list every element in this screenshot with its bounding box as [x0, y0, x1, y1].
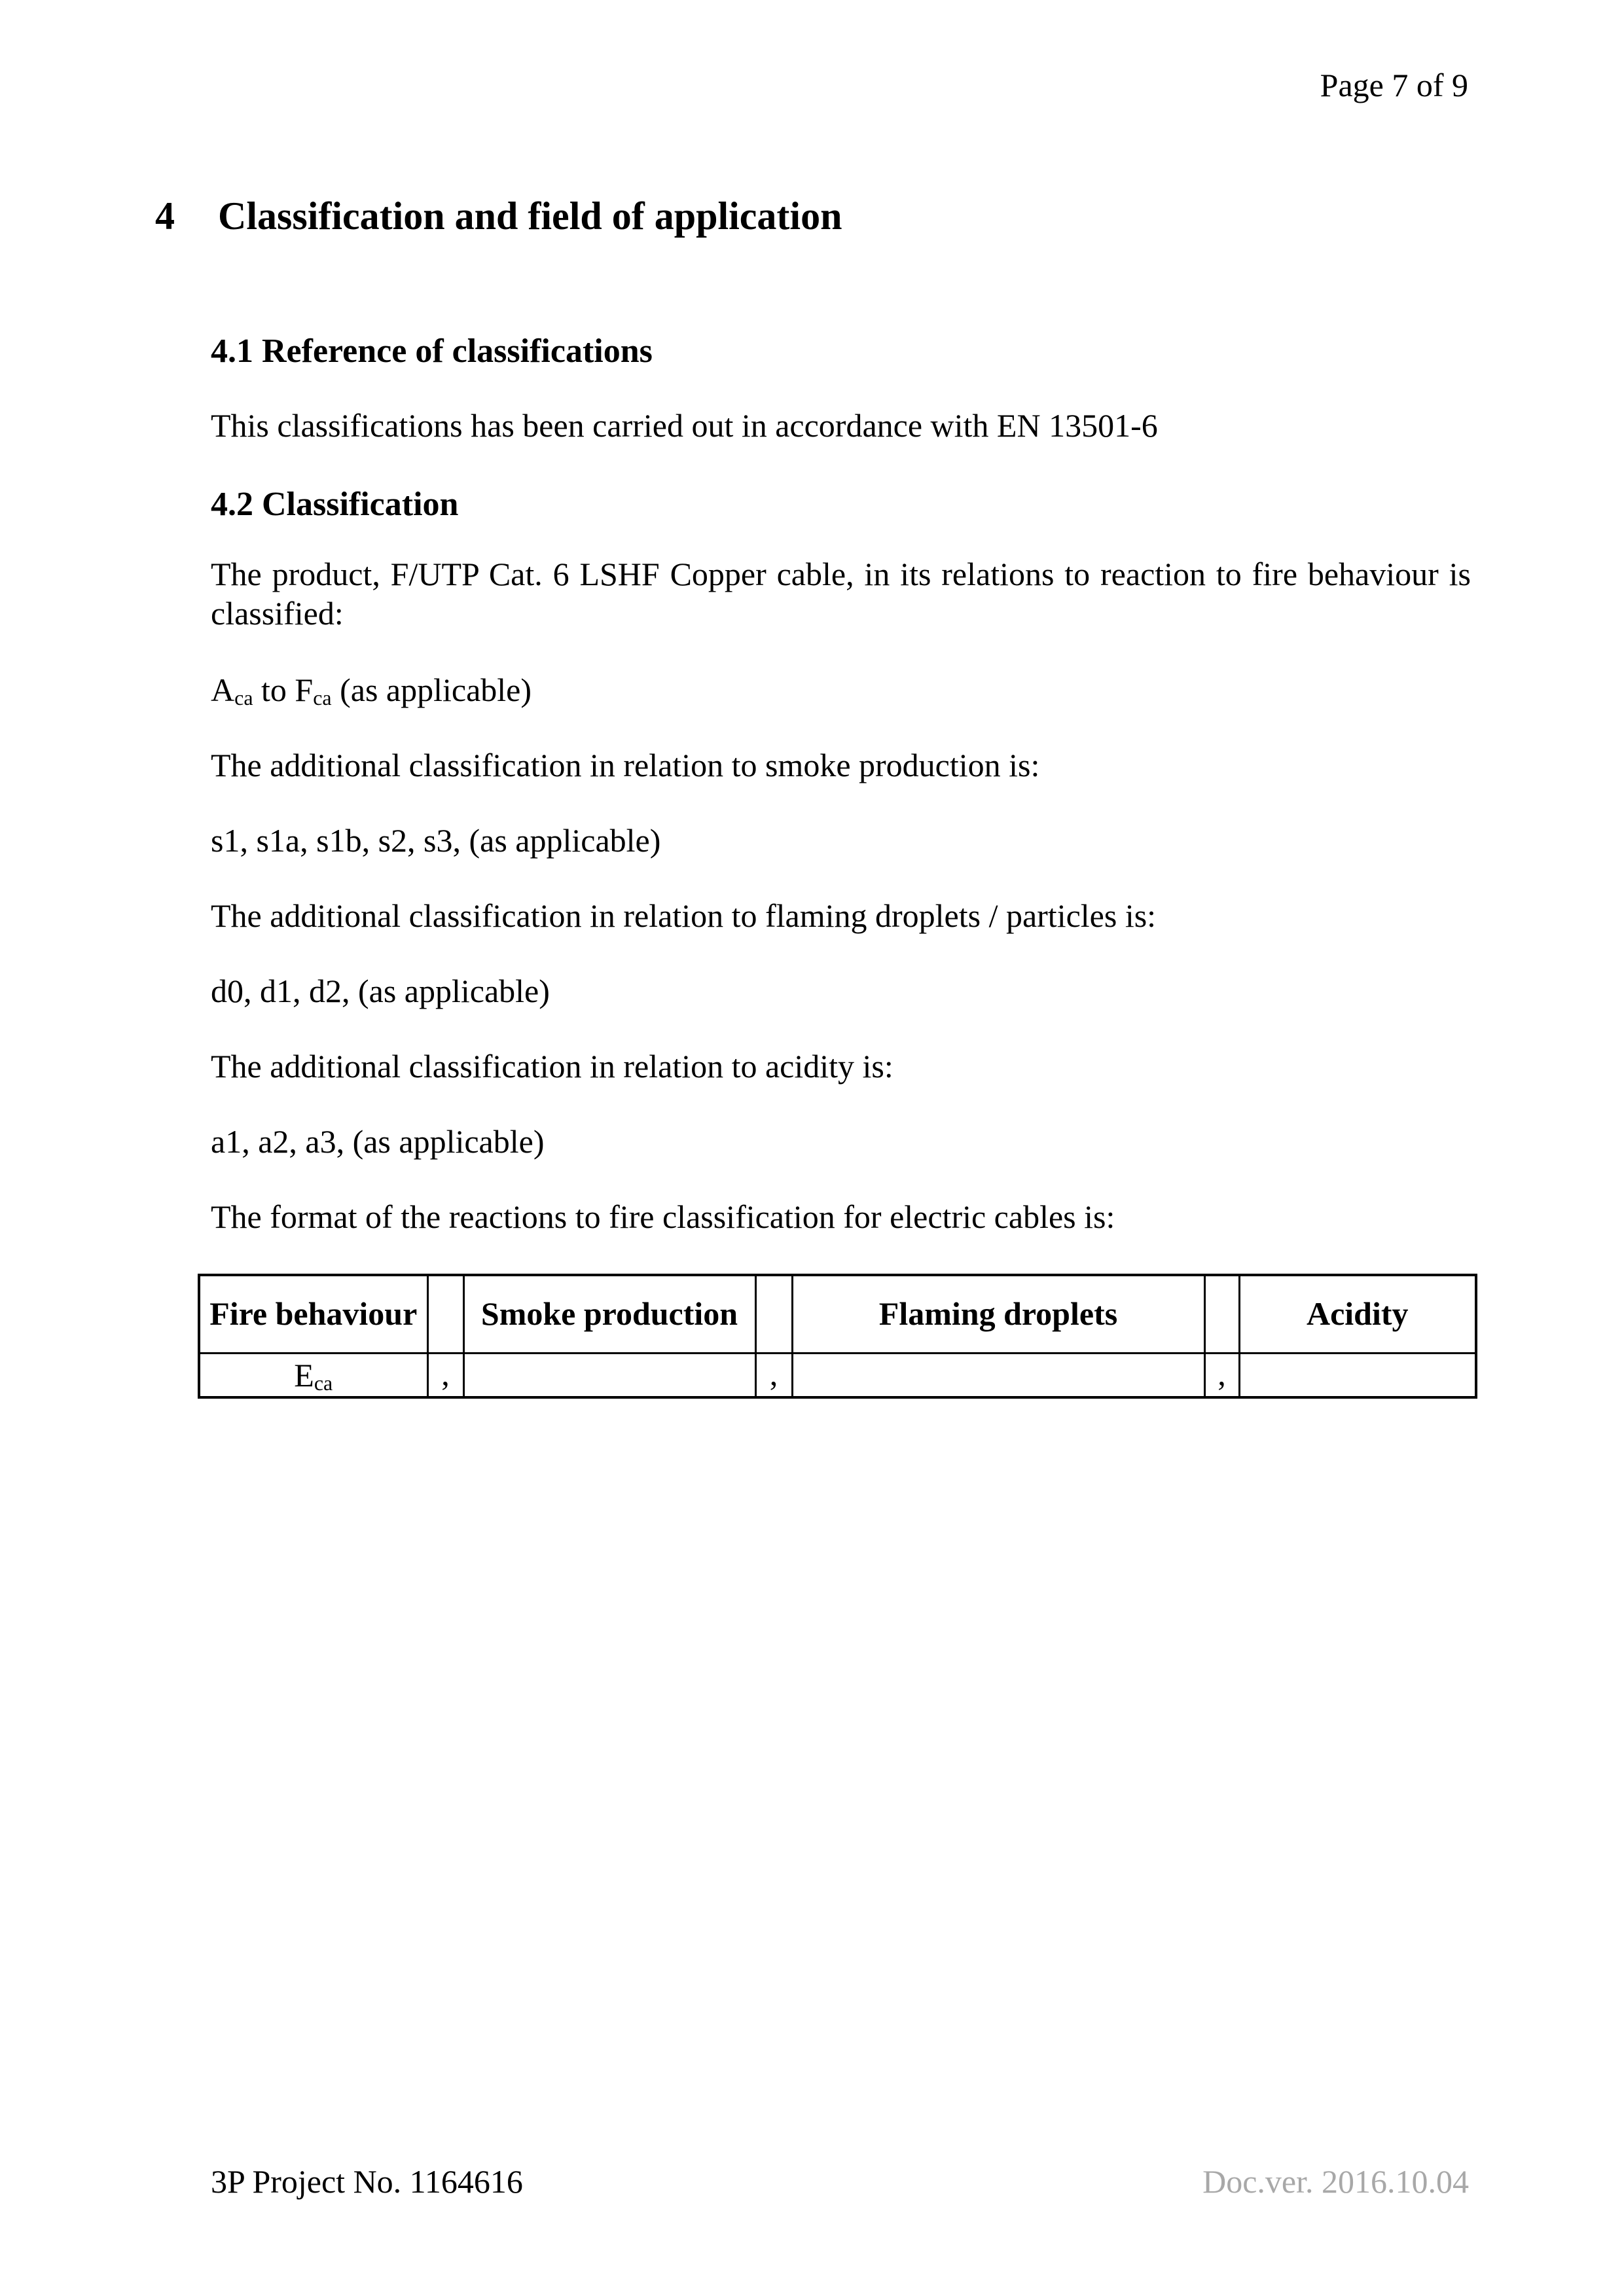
- header-cell-flaming-droplets: Flaming droplets: [792, 1275, 1204, 1354]
- subsection-title-4-1: 4.1 Reference of classifications: [211, 332, 653, 370]
- footer-doc-version: Doc.ver. 2016.10.04: [1202, 2163, 1469, 2200]
- smoke-classification-values: s1, s1a, s1b, s2, s3, (as applicable): [211, 822, 661, 859]
- header-separator-cell-3: [1204, 1275, 1239, 1354]
- cell-fire-behaviour-value: [199, 1354, 427, 1398]
- header-cell-fire-behaviour: Fire behaviour: [199, 1275, 427, 1354]
- range-subscript-ca-2: ca: [313, 685, 332, 709]
- classification-format-table: [198, 1274, 1477, 1399]
- cell-smoke-production-value: [463, 1354, 755, 1398]
- section-heading: [155, 192, 842, 240]
- comma-cell-2: ,: [755, 1354, 792, 1398]
- smoke-classification-label: The additional classification in relation to smoke production is:: [211, 747, 1040, 783]
- table-data-row: [199, 1354, 1476, 1398]
- range-subscript-ca-1: ca: [234, 685, 253, 709]
- page-number: Page 7 of 9: [1320, 67, 1468, 103]
- section-heading-number: 4: [155, 194, 175, 238]
- comma-cell-1: ,: [427, 1354, 463, 1398]
- header-separator-cell-1: [427, 1275, 463, 1354]
- range-letter-a: A: [211, 672, 235, 708]
- range-mid-text: to F: [253, 672, 314, 708]
- header-cell-smoke-production: Smoke production: [463, 1275, 755, 1354]
- acidity-classification-label: The additional classification in relation to acidity is:: [211, 1048, 893, 1085]
- classification-range-line: [211, 670, 1471, 709]
- paragraph-product-intro-line1: The product, F/UTP Cat. 6 LSHF Copper cable, in its relations to reaction to fire behaviour is: [211, 556, 1471, 592]
- subsection-title-4-2: 4.2 Classification: [211, 486, 459, 523]
- section-heading-title: Classification and field of application: [218, 194, 842, 238]
- fire-class-subscript: ca: [314, 1371, 333, 1395]
- cell-flaming-droplets-value: [792, 1354, 1204, 1398]
- cell-acidity-value: [1239, 1354, 1476, 1398]
- paragraph-product-intro-line2: classified:: [211, 595, 344, 632]
- range-tail-text: (as applicable): [331, 672, 532, 708]
- footer-project-number: 3P Project No. 1164616: [211, 2163, 523, 2200]
- fire-class-letter: E: [294, 1357, 314, 1393]
- table-header-row: [199, 1275, 1476, 1354]
- header-separator-cell-2: [755, 1275, 792, 1354]
- comma-cell-3: ,: [1204, 1354, 1239, 1398]
- paragraph-product-intro: [211, 554, 1471, 633]
- paragraph-reference-statement: This classifications has been carried out in accordance with EN 13501-6: [211, 407, 1158, 444]
- acidity-classification-values: a1, a2, a3, (as applicable): [211, 1123, 545, 1160]
- droplets-classification-label: The additional classification in relation to flaming droplets / particles is:: [211, 897, 1157, 934]
- header-cell-acidity: Acidity: [1239, 1275, 1476, 1354]
- format-statement-label: The format of the reactions to fire classification for electric cables is:: [211, 1198, 1115, 1235]
- droplets-classification-values: d0, d1, d2, (as applicable): [211, 973, 550, 1009]
